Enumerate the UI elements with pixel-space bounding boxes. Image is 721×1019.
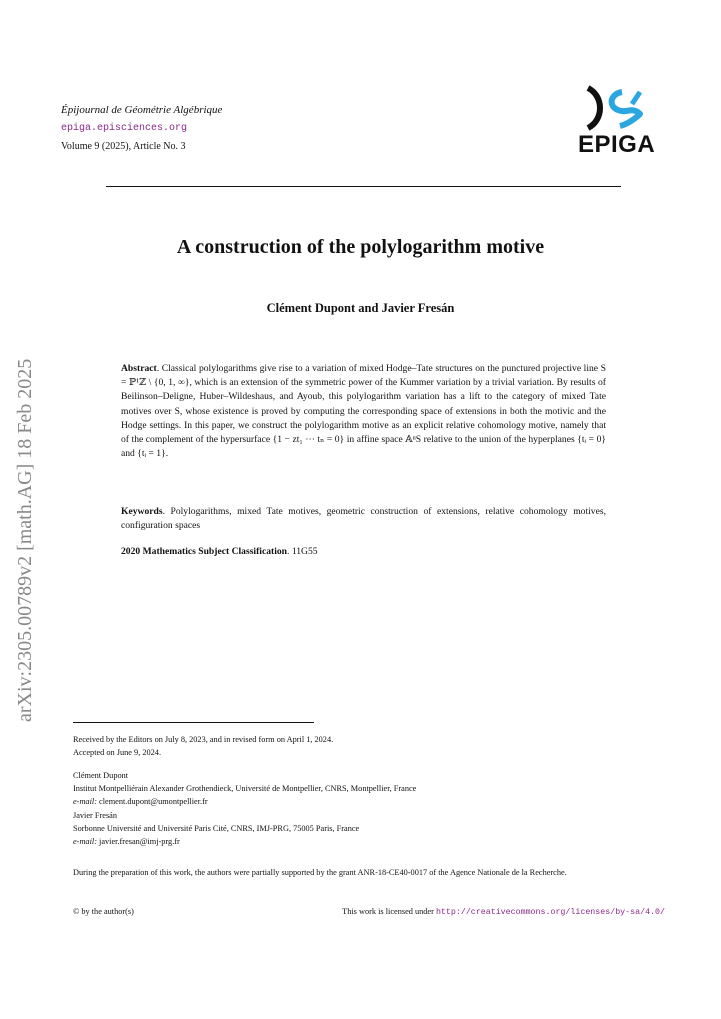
msc-label: 2020 Mathematics Subject Classification [121,546,288,557]
author2-name: Javier Fresán [73,810,118,820]
email-label: e-mail: [73,797,97,807]
journal-name: Épijournal de Géométrie Algébrique [61,104,223,116]
header-divider [106,186,621,187]
license-link[interactable]: http://creativecommons.org/licenses/by-sa/4.0/ [435,908,665,917]
author-affiliations [73,769,663,848]
copyright-notice: © by the author(s) [73,907,134,916]
received-date: Received by the Editors on July 8, 2023, and in revised form on April 1, 2024. [73,735,334,744]
author2-email-address[interactable]: javier.fresan@imj-prg.fr [96,837,180,847]
footnote-divider [73,722,314,723]
license-prefix: This work is licensed under [342,907,436,916]
arxiv-identifier: arXiv:2305.00789v2 [math.AG] 18 Feb 2025 [14,358,36,722]
author2-affiliation: Sorbonne Université and Université Paris Cité, CNRS, IMJ-PRG, 75005 Paris, France [73,823,360,833]
email-label: e-mail: [73,837,97,847]
author1-email [73,795,663,808]
abstract-label: Abstract [121,363,157,374]
abstract [121,362,606,461]
msc-classification [121,546,606,557]
msc-text: . 11G55 [287,546,318,557]
author1-name: Clément Dupont [73,771,129,780]
submission-dates [73,733,663,759]
epiga-logo-text: EPIGA [578,131,656,158]
abstract-text: . Classical polylogarithms give rise to a variation of mixed Hodge–Tate structures on the punctured projective line S = ℙ¹ℤ \ {0, 1, ∞}, which is an extension of the symmetric power of the Kummer variation by a trivial variation. By results of Beilinson–Deligne, Huber–Wildeshaus, and Ayoub, this polylogarithm variation has a lift to the category of mixed Tate motives over S, whose existence is proved by computing the corresponding space of extensions in both the motivic and the Hodge settings. In this paper, we construct the polylogarithm motive as an explicit relative cohomology motive, namely that of the complement of the hypersurface {1 − zt₁ ⋯ tₙ = 0} in affine space 𝔸ⁿS relative to the union of the hyperplanes {tᵢ = 0} and {tᵢ = 1}. [121,363,606,460]
keywords [121,505,606,533]
paper-title: A construction of the polylogarithm motive [176,236,545,258]
author1-email-address[interactable]: clement.dupont@umontpellier.fr [96,797,208,807]
keywords-text: . Polylogarithms, mixed Tate motives, geometric construction of extensions, relative cohomology motives, configuration spaces [121,506,606,532]
paper-authors: Clément Dupont and Javier Fresán [266,301,455,315]
epiga-logo-icon [578,84,648,132]
author2-email [73,835,663,848]
accepted-date: Accepted on June 9, 2024. [73,748,162,758]
license-row [73,905,663,919]
license-notice [342,905,665,919]
funding-note: During the preparation of this work, the authors were partially supported by the grant ANR-18-CE40-0017 of the Agence Nationale de la Recherche. [73,868,567,877]
keywords-label: Keywords [121,506,163,517]
author1-affiliation: Institut Montpelliérain Alexander Grothendieck, Université de Montpellier, CNRS, Montpellier, France [73,784,417,794]
volume-info: Volume 9 (2025), Article No. 3 [61,141,186,152]
journal-website-link[interactable]: epiga.episciences.org [61,123,188,134]
